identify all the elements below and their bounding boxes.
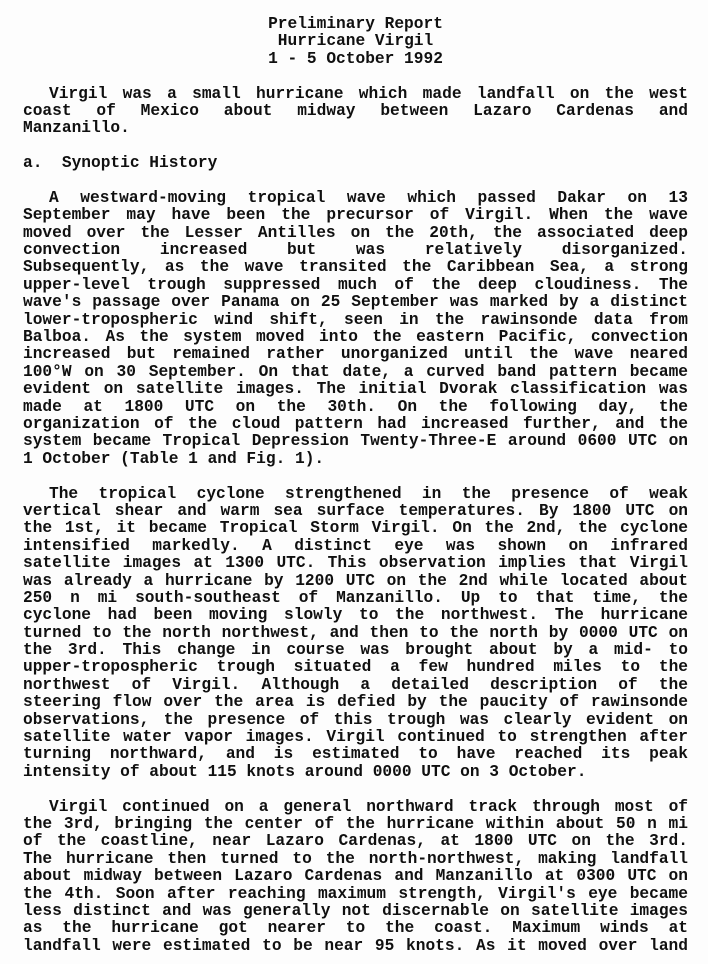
text-line: moved over the Lesser Antilles on the 20th, the associated deep — [23, 224, 688, 242]
text-line: A westward-moving tropical wave which passed Dakar on 13 — [49, 189, 688, 207]
text-line: less distinct and was generally not discernable on satellite images — [23, 902, 688, 920]
report-body — [23, 86, 688, 956]
text-line: the 3rd. This change in course was brought about by a mid- to — [23, 642, 688, 660]
text-line: the 4th. Soon after reaching maximum strength, Virgil's eye became — [23, 885, 688, 903]
text-line: turned to the north northwest, and then to the north by 0000 UTC on — [23, 624, 688, 642]
text-line: intensity of about 115 knots around 0000 UTC on 3 October. — [23, 763, 587, 781]
text-line: organization of the cloud pattern had increased further, and the — [23, 415, 688, 433]
text-line: as the hurricane got nearer to the coast. Maximum winds at — [23, 920, 688, 938]
text-line: steering flow over the area is defied by the paucity of rawinsonde — [23, 694, 688, 712]
text-line: convection increased but was relatively disorganized. — [23, 242, 688, 260]
paragraph — [23, 86, 688, 138]
text-line: Subsequently, as the wave transited the Caribbean Sea, a strong — [23, 259, 688, 277]
text-line: coast of Mexico about midway between Lazaro Cardenas and — [23, 102, 688, 120]
text-line: September may have been the precursor of Virgil. When the wave — [23, 207, 688, 225]
text-line: lower-tropospheric wind shift, seen in the rawinsonde data from — [23, 311, 688, 329]
text-line: 1 October (Table 1 and Fig. 1). — [23, 450, 325, 468]
text-line: northwest of Virgil. Although a detailed description of the — [23, 676, 688, 694]
text-line: The hurricane then turned to the north-northwest, making landfall — [23, 850, 688, 868]
text-line: Manzanillo. — [23, 120, 130, 138]
text-line: evident on satellite images. The initial Dvorak classification was — [23, 381, 688, 399]
paragraph — [23, 486, 688, 782]
text-line: about midway between Lazaro Cardenas and Manzanillo at 0300 UTC on — [23, 868, 688, 886]
text-line: was already a hurricane by 1200 UTC on the 2nd while located about — [23, 572, 688, 590]
paragraph — [23, 799, 688, 956]
text-line: upper-tropospheric trough situated a few hundred miles to the — [23, 659, 688, 677]
text-line: increased but remained rather unorganized until the wave neared — [23, 346, 688, 364]
text-line: satellite images at 1300 UTC. This observation implies that Virgil — [23, 555, 688, 573]
report-title-block — [23, 16, 688, 68]
text-line: cyclone had been moving slowly to the northwest. The hurricane — [23, 607, 688, 625]
text-line: 100°W on 30 September. On that date, a curved band pattern became — [23, 363, 688, 381]
text-line: Virgil continued on a general northward track through most of — [49, 798, 688, 816]
text-line: 250 n mi south-southeast of Manzanillo. Up to that time, the — [23, 589, 688, 607]
text-line: upper-level trough suppressed much of the deep cloudiness. The — [23, 276, 688, 294]
report-date-range: 1 - 5 October 1992 — [268, 50, 443, 68]
section-heading: a. Synoptic History — [23, 155, 218, 173]
text-line: Balboa. As the system moved into the eastern Pacific, convection — [23, 329, 688, 347]
text-line: satellite water vapor images. Virgil continued to strengthen after — [23, 729, 688, 747]
text-line: system became Tropical Depression Twenty-Three-E around 0600 UTC on — [23, 433, 688, 451]
text-line: the 1st, it became Tropical Storm Virgil. On the 2nd, the cyclone — [23, 520, 688, 538]
text-line: The tropical cyclone strengthened in the presence of weak — [49, 485, 688, 503]
paragraph — [23, 190, 688, 468]
text-line: landfall were estimated to be near 95 knots. As it moved over land — [23, 937, 688, 955]
report-title: Preliminary Report — [268, 16, 443, 33]
text-line: intensified markedly. A distinct eye was shown on infrared — [23, 537, 688, 555]
report-storm-name: Hurricane Virgil — [277, 33, 434, 51]
text-line: the 3rd, bringing the center of the hurricane within about 50 n mi — [23, 815, 688, 833]
text-line: wave's passage over Panama on 25 September was marked by a distinct — [23, 294, 688, 312]
text-line: turning northward, and is estimated to have reached its peak — [23, 746, 688, 764]
text-line: made at 1800 UTC on the 30th. On the following day, the — [23, 398, 688, 416]
text-line: of the coastline, near Lazaro Cardenas, at 1800 UTC on the 3rd. — [23, 833, 688, 851]
text-line: Virgil was a small hurricane which made landfall on the west — [49, 85, 688, 103]
text-line: observations, the presence of this trough was clearly evident on — [23, 711, 688, 729]
text-line: vertical shear and warm sea surface temperatures. By 1800 UTC on — [23, 502, 688, 520]
